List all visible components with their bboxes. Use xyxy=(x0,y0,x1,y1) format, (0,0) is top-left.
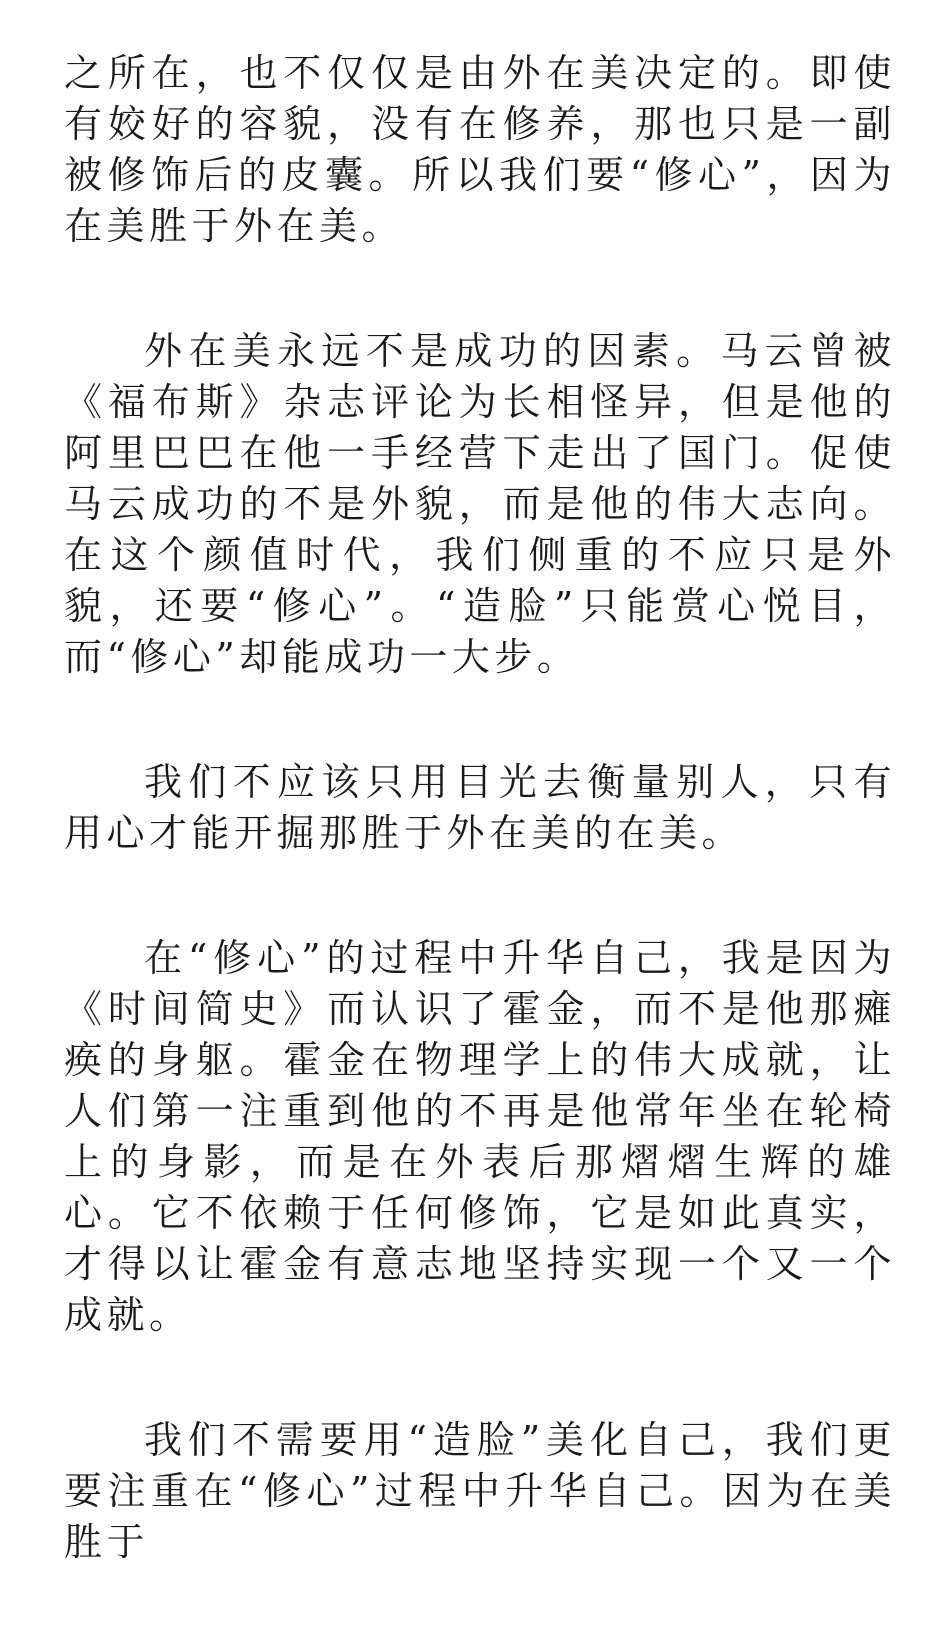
paragraph-4: 在“修心”的过程中升华自己，我是因为《时间简史》而认识了霍金，而不是他那瘫痪的身躯。霍金在物理学上的伟大成就，让人们第一注重到他的不再是他常年坐在轮椅上的身影，而是在外表后那熠熠生辉的雄心。它不依赖于任何修饰，它是如此真实，才得以让霍金有意志地坚持实现一个又一个成就。 xyxy=(64,936,896,1337)
paragraph-3: 我们不应该只用目光去衡量别人，只有用心才能开掘那胜于外在美的在美。 xyxy=(64,760,896,855)
paragraph-2: 外在美永远不是成功的因素。马云曾被《福布斯》杂志评论为长相怪异，但是他的阿里巴巴在他一手经营下走出了国门。促使马云成功的不是外貌，而是他的伟大志向。在这个颜值时代，我们侧重的不应只是外貌，还要“修心”。“造脸”只能赏心悦目，而“修心”却能成功一大步。 xyxy=(64,329,896,679)
document-page xyxy=(64,48,896,1642)
paragraph-1: 之所在，也不仅仅是由外在美决定的。即使有姣好的容貌，没有在修养，那也只是一副被修饰后的皮囊。所以我们要“修心”，因为在美胜于外在美。 xyxy=(64,51,896,248)
paragraph-5: 我们不需要用“造脸”美化自己，我们更要注重在“修心”过程中升华自己。因为在美胜于 xyxy=(64,1418,896,1564)
